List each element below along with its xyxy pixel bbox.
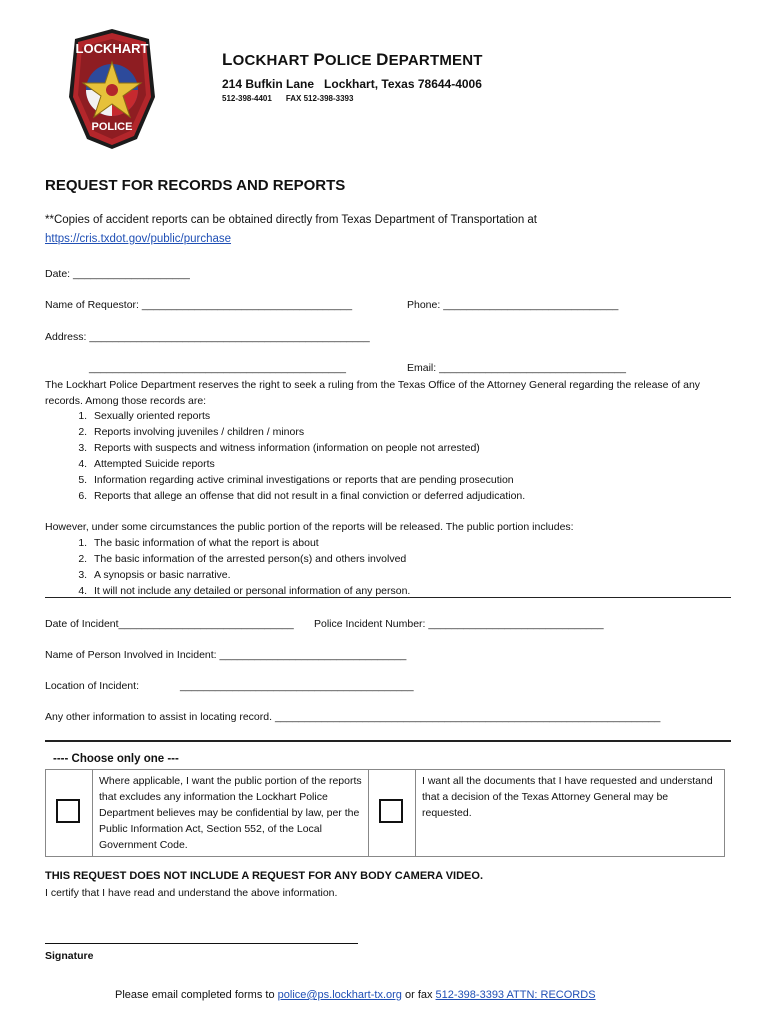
list-item: 3. A synopsis or basic narrative. (90, 567, 410, 583)
address-field[interactable]: Address: ________________________________________________ (45, 331, 370, 343)
fax-number-link[interactable] (436, 989, 596, 1001)
public-portion-paragraph: However, under some circumstances the public portion of the reports will be released. The public portion includes: (45, 521, 574, 533)
section-divider (45, 597, 731, 598)
dept-name-part1: OCKHART (232, 52, 314, 69)
signature-label: Signature (45, 950, 94, 962)
list-item: 2. Reports involving juveniles / children / minors (90, 424, 525, 440)
incident-location-label: Location of Incident: (45, 680, 139, 692)
footer-text: Please email completed forms to (115, 989, 278, 1001)
body-camera-notice: THIS REQUEST DOES NOT INCLUDE A REQUEST FOR ANY BODY CAMERA VIDEO. (45, 870, 484, 882)
fax-attn: ATTN: RECORDS (504, 989, 596, 1001)
dept-initial-l: L (222, 50, 233, 69)
list-item: 3. Reports with suspects and witness information (information on people not arrested) (90, 440, 525, 456)
dept-name-part3: EPARTMENT (388, 52, 483, 69)
fax-number: 512-398-3393 (435, 989, 505, 1001)
department-badge-logo (67, 27, 157, 151)
list-item: 2. The basic information of the arrested person(s) and others involved (90, 551, 410, 567)
list-item: 4. Attempted Suicide reports (90, 456, 525, 472)
department-address: 214 Bufkin Lane Lockhart, Texas 78644-4006 (222, 77, 482, 91)
footer-text-mid: or fax (401, 989, 436, 1001)
list-item: 1. The basic information of what the report is about (90, 535, 410, 551)
form-title: REQUEST FOR RECORDS AND REPORTS (45, 177, 346, 194)
badge-text-bottom: POLICE (91, 121, 133, 133)
signature-line[interactable] (45, 943, 358, 944)
requestor-name-field[interactable]: Name of Requestor: ____________________________________ (45, 299, 353, 311)
list-item: 6. Reports that allege an offense that did not result in a final conviction or deferred adjudication. (90, 488, 525, 504)
accident-report-note: **Copies of accident reports can be obtained directly from Texas Department of Transportation at (45, 214, 537, 226)
badge-text-top: LOCKHART (75, 41, 149, 56)
list-item: 5. Information regarding active criminal investigations or reports that are pending prosecution (90, 472, 525, 488)
dept-initial-d: D (376, 50, 389, 69)
incident-date-field[interactable]: Date of Incident______________________________ (45, 618, 294, 630)
police-email-link[interactable]: police@ps.lockhart-tx.org (277, 989, 402, 1001)
dept-name-part2: OLICE (324, 52, 377, 69)
email-field[interactable]: Email: ________________________________ (407, 362, 626, 374)
other-info-field[interactable]: Any other information to assist in locating record. __________________________________________________________________ (45, 711, 661, 723)
release-options-table (45, 769, 725, 857)
department-name (222, 50, 483, 70)
all-documents-checkbox[interactable] (379, 799, 403, 823)
certification-statement: I certify that I have read and understand the above information. (45, 887, 338, 899)
public-portion-list (45, 535, 410, 599)
choose-only-one-label: ---- Choose only one --- (53, 753, 179, 765)
all-documents-option-text: I want all the documents that I have requested and understand that a decision of the Texas Attorney General may be requested. (416, 770, 725, 857)
person-involved-field[interactable]: Name of Person Involved in Incident: ________________________________ (45, 649, 407, 661)
footer-instructions (115, 989, 596, 1001)
records-rights-paragraph: The Lockhart Police Department reserves the right to seek a ruling from the Texas Office of the Attorney General regarding the release of any records. Among those records are: (45, 379, 701, 407)
department-fax: FAX 512-398-3393 (285, 94, 354, 103)
incident-location-field[interactable]: ________________________________________ (180, 680, 414, 692)
public-portion-option-text: Where applicable, I want the public portion of the reports that excludes any information the Lockhart Police Department believes may be confidential by law, per the Public Information Act, Section 552, of the Local Government Code. (93, 770, 369, 857)
list-item: 4. It will not include any detailed or personal information of any person. (90, 583, 410, 599)
restricted-records-list (45, 408, 525, 504)
public-portion-checkbox-cell (46, 770, 93, 857)
txdot-purchase-link[interactable]: https://cris.txdot.gov/public/purchase (45, 233, 232, 245)
incident-number-field[interactable]: Police Incident Number: ______________________________ (314, 618, 604, 630)
date-field[interactable]: Date: ____________________ (45, 268, 190, 280)
phone-field[interactable]: Phone: ______________________________ (407, 299, 619, 311)
department-contact (222, 94, 367, 103)
address-line-2-field[interactable]: ____________________________________________ (89, 362, 346, 374)
public-portion-checkbox[interactable] (56, 799, 80, 823)
dept-initial-p: P (313, 50, 325, 69)
list-item: 1. Sexually oriented reports (90, 408, 525, 424)
section-divider (45, 740, 731, 742)
all-documents-checkbox-cell (369, 770, 416, 857)
department-phone: 512-398-4401 (222, 94, 272, 103)
